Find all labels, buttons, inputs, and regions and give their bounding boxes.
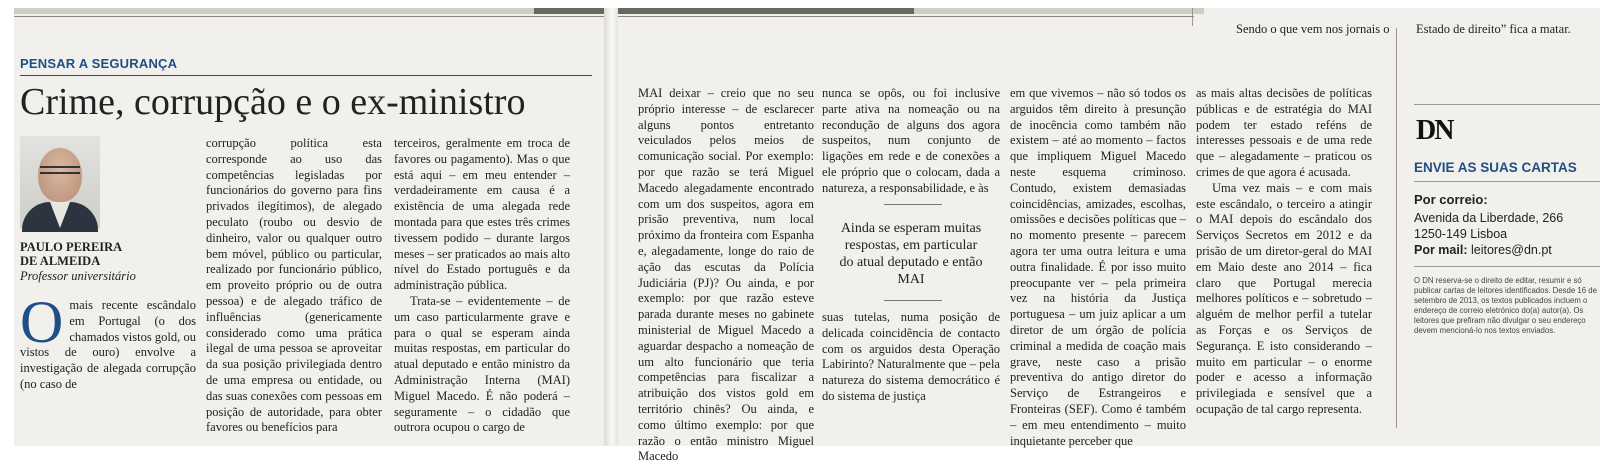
top-image-strip [534,8,914,14]
sidebar-rule [1414,266,1600,267]
author-name: PAULO PEREIRA [20,240,123,254]
article-column-5-bottom [822,310,1000,405]
sidebar-rule [1414,104,1600,105]
article-column-2 [206,136,382,436]
dn-logo-icon: DN [1416,115,1453,146]
column-text: em que vivemos – não só todos os arguidos têm direito à presunção de inocência como também não existem – até ao momento – factos que impliquem Miguel Macedo neste esquema criminoso. Contudo, existem demasiadas coincidências, amizades, escolhas, omissões e decisões políticas que – no momento presente – parecem agora ter uma outra leitura e uma outra finalidade. É por isso muito preocupante ver – pela primeira vez na história da Justiça portuguesa – um juiz aplicar a um diretor de um órgão de polícia criminal a medida de coação mais grave, neste caso a prisão preventiva do antigo diretor do Serviço de Estrangeiros e Fronteiras (SEF). Como é também – em meu entendimento – muito inquietante perceber que [1010,86,1187,448]
sidebar-rule [1414,181,1600,182]
column-divider [1192,8,1193,26]
author-photo [20,136,100,228]
author-name: DE ALMEIDA [20,254,101,268]
prev-article-fragment: Sendo o que vem nos jornais o [1236,22,1390,36]
column-text: corrupção política esta corresponde ao uso das competências legisladas por funcionários do governo para fins privados ilegítimos), de alegado peculato (roubo ou desvio de dinheiro, valor ou qualquer outro bem móvel, público ou particular, realizado por funcionário público, em proveito próprio ou de outra pessoa) e de alegado tráfico de influências (genericamente considerado como uma prática ilegal de uma pessoa se aproveitar da sua posição privilegiada dentro de uma empresa ou entidade, ou das suas conexões com pessoas em posição de autoridade, para obter favores ou benefícios para [206,136,382,435]
article-column-5-top [822,86,1000,197]
page-fold [604,8,618,446]
letters-title: ENVIE AS SUAS CARTAS [1414,160,1577,175]
column-text: suas tutelas, numa posição de delicada coincidência de contacto com os arguidos desta Operação Labirinto? Naturalmente que – pela natureza do sistema democrático é do sistema de justiça [822,310,1000,403]
column-text: MAI deixar – creio que no seu próprio interesse – de esclarecer alguns pontos entretanto veiculados pelos meios de comunicação social. Por exemplo: por que razão se terá Miguel Macedo alegadamente encontrado com um dos suspeitos, agora em prisão preventiva, num local próximo da fronteira com Espanha e, alegadamente, longe do raio de ação das escutas da Polícia Judiciária (PJ)? Ou ainda, e por exemplo: por que razão esteve parada durante meses no gabinete ministerial de Miguel Macedo a aguardar despacho a nomeação de um alto funcionário que teria competências para fiscalizar a atribuição dos vistos gold em território chinês? Ou ainda, e como último exemplo: por que razão o então ministro Miguel Macedo [638,86,814,464]
letters-disclaimer: O DN reserva-se o direito de editar, resumir e só publicar cartas de leitores identificados. Desde 16 de setembro de 2013, os textos publicados incluem o endereço de correio eletrónico do(a) autor(a). Os leitores que prefiram não divulgar o seu endereço devem mencioná-lo nos textos enviados. [1414,276,1597,335]
email-label: Por mail: [1414,243,1468,257]
email-line [1414,242,1604,258]
article-headline: Crime, corrupção e o ex-ministro [20,81,526,123]
article-column-4 [638,86,814,465]
email-address[interactable]: leitores@dn.pt [1470,243,1552,257]
article-column-1 [20,289,196,393]
column-paragraph: Uma vez mais – e com mais este escândalo, o terceiro a atingir o MAI depois do escândalo dos Serviços Secretos em 2012 e da prisão de um diretor-geral do MAI em Maio deste ano 2014 – fica claro que Portugal merecia melhores políticos e – sobretudo – alguém de melhor perfil a tutelar as Forças e os Serviços de Segurança. E isto considerando – muito em particular – o enorme poder e acesso a informação privilegiada e sensível que a ocupação de tal cargo representa. [1196,180,1372,416]
pull-quote-rule-bottom [884,300,942,301]
article-column-3 [394,136,570,436]
column-text: mais recente escândalo em Portugal (o dos chamados vistos gold, ou vistos de ouro) envolve a investigação de alegada corrupção (no caso de [20,298,196,391]
section-label: PENSAR A SEGURANÇA [20,56,178,71]
article-column-7 [1196,86,1372,418]
drop-cap: O [20,289,64,355]
article-column-6 [1010,86,1186,449]
column-paragraph: terceiros, geralmente em troca de favores ou pagamento). Mas o que está aqui – em meu entender – verdadeiramente em causa é a existência de uma alegada rede montada para que estes três crimes tivessem podido – durante largos meses – ser praticados ao mais alto nível do Estado português e da administração pública. [394,136,570,293]
newspaper-page [14,8,1600,464]
mail-label: Por correio: [1414,192,1488,207]
top-image-strip [14,8,534,14]
author-role: Professor universitário [20,269,136,283]
pull-quote: Ainda se esperam muitas respostas, em particular do atual deputado e então MAI [839,221,983,287]
sidebar-divider [1396,28,1397,428]
mail-address-line: 1250-149 Lisboa [1414,227,1508,241]
author-photo-glasses [40,166,80,174]
mail-address-line: Avenida da Liberdade, 266 [1414,211,1564,225]
author-photo-head [38,148,82,202]
prev-article-fragment: Estado de direito” fica a matar. [1416,22,1571,36]
top-image-strip [914,8,1204,14]
column-text: nunca se opôs, ou foi inclusive parte ativa na nomeação ou na recondução de alguns dos agora suspeitos, num conjunto de ligações em rede e de conexões a ele próprio que o colocam, dada a natureza, a responsabilidade, e às [822,86,1000,195]
pull-quote-rule-top [884,204,942,205]
author-byline [20,240,170,284]
section-rule [20,75,592,76]
column-paragraph: as mais altas decisões de políticas públicas e de estratégia do MAI podem ter estado reféns de interesses pessoais e de uma rede que – alegadamente – praticou os crimes de que agora é acusada. [1196,86,1372,179]
column-paragraph: Trata-se – evidentemente – de um caso particularmente grave e para o qual se esperam ainda muitas respostas, em particular do atual deputado e então ministro da Administração Interna (MAI) Miguel Macedo. É não poderá – seguramente – o cidadão que outrora ocupou o cargo de [394,293,570,435]
